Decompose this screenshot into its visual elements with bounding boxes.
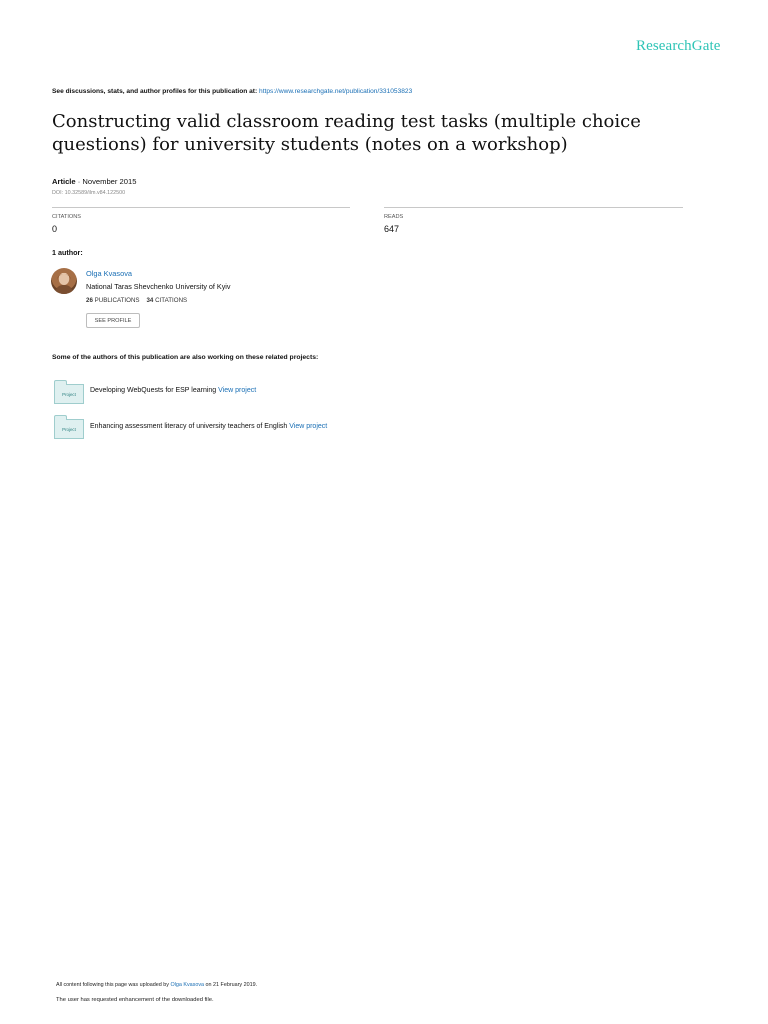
author-publications-label: PUBLICATIONS (94, 297, 140, 304)
reads-divider (384, 207, 683, 208)
see-discussions-text: See discussions, stats, and author profiles for this publication at: (52, 88, 258, 95)
enhancement-note: The user has requested enhancement of the downloaded file. (56, 997, 214, 1003)
publication-title: Constructing valid classroom reading test tasks (multiple choice questions) for university students (notes on a workshop) (52, 111, 641, 155)
publication-url-link[interactable]: https://www.researchgate.net/publication/331053823 (259, 88, 413, 95)
project-folder-icon (54, 419, 84, 439)
related-project-item (90, 387, 256, 394)
author-count-label: 1 author: (52, 248, 83, 257)
see-discussions-line (52, 88, 412, 95)
project-title: Developing WebQuests for ESP learning (90, 387, 217, 394)
author-citations-count: 34 (146, 297, 154, 304)
avatar-portrait-icon (51, 268, 77, 294)
publication-meta (52, 177, 136, 186)
author-name-link[interactable]: Olga Kvasova (86, 269, 133, 278)
reads-value: 647 (384, 224, 400, 234)
meta-separator: · (75, 177, 83, 186)
project-icon-label: Project (62, 427, 76, 432)
related-project-item (90, 423, 327, 430)
author-stats (86, 297, 187, 304)
author-institution: National Taras Shevchenko University of Kyiv (86, 282, 231, 291)
publication-type: Article (52, 177, 76, 186)
author-publications-count: 26 (86, 297, 93, 304)
publication-date: November 2015 (82, 177, 137, 186)
see-profile-button[interactable]: SEE PROFILE (86, 313, 140, 328)
upload-suffix: on 21 February 2019. (205, 982, 258, 988)
project-title: Enhancing assessment literacy of university teachers of English (90, 423, 288, 430)
related-projects-heading: Some of the authors of this publication are also working on these related projects: (52, 354, 319, 361)
author-citations-label: CITATIONS (155, 297, 188, 304)
citations-label: CITATIONS (52, 214, 82, 220)
researchgate-logo[interactable]: ResearchGate (636, 38, 721, 54)
author-avatar[interactable] (51, 268, 77, 294)
project-icon-label: Project (62, 392, 76, 397)
upload-prefix: All content following this page was uploaded by (56, 982, 169, 988)
citations-divider (52, 207, 350, 208)
upload-notice (56, 982, 257, 988)
citations-value: 0 (52, 224, 58, 234)
publication-doi: DOI: 10.32589/ilm.v84.122500 (52, 190, 126, 196)
project-folder-icon (54, 384, 84, 404)
view-project-link[interactable]: View project (289, 423, 328, 430)
view-project-link[interactable]: View project (218, 387, 257, 394)
uploader-link[interactable]: Olga Kvasova (170, 982, 205, 988)
reads-label: READS (384, 214, 404, 220)
